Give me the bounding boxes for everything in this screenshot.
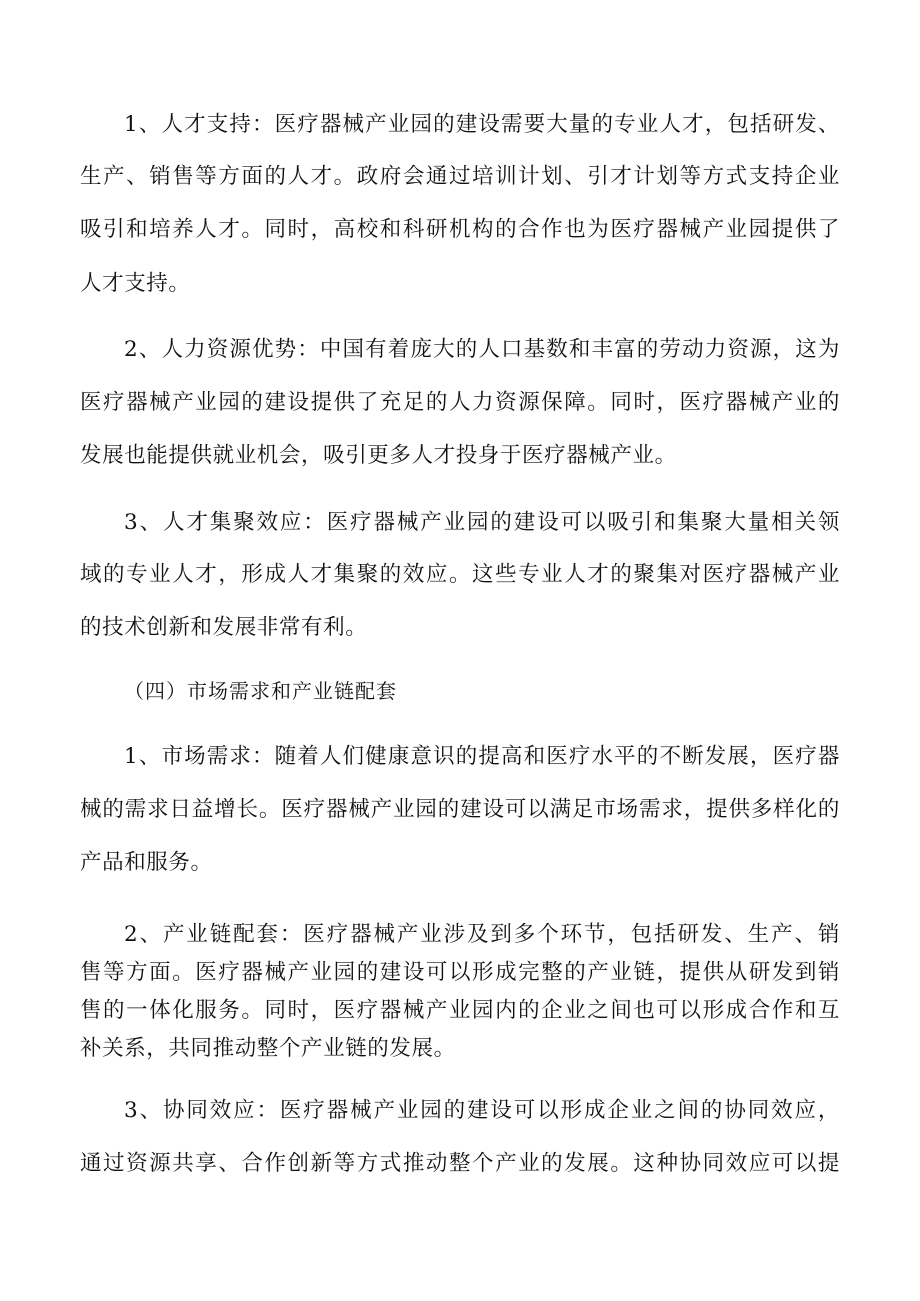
text-line: 1、市场需求：随着人们健康意识的提高和医疗水平的不断发展，医疗器: [124, 744, 840, 769]
section-heading: （四）市场需求和产业链配套: [124, 679, 397, 703]
text-line: 的技术创新和发展非常有利。: [80, 615, 368, 640]
text-line: 2、人力资源优势：中国有着庞大的人口基数和丰富的劳动力资源，这为: [124, 337, 840, 362]
text-line: 发展也能提供就业机会，吸引更多人才投身于医疗器械产业。: [80, 443, 677, 468]
text-line: 人才支持。: [80, 271, 191, 296]
text-line: 补关系，共同推动整个产业链的发展。: [80, 1036, 456, 1061]
text-line: 售等方面。医疗器械产业园的建设可以形成完整的产业链，提供从研发到销: [80, 960, 840, 985]
text-line: 通过资源共享、合作创新等方式推动整个产业的发展。这种协同效应可以提: [80, 1151, 840, 1176]
text-line: 3、人才集聚效应：医疗器械产业园的建设可以吸引和集聚大量相关领: [124, 510, 840, 535]
text-line: 售的一体化服务。同时，医疗器械产业园内的企业之间也可以形成合作和互: [80, 998, 840, 1023]
text-line: 吸引和培养人才。同时，高校和科研机构的合作也为医疗器械产业园提供了: [80, 217, 840, 242]
text-line: 2、产业链配套：医疗器械产业涉及到多个环节，包括研发、生产、销: [124, 922, 840, 947]
text-line: 医疗器械产业园的建设提供了充足的人力资源保障。同时，医疗器械产业的: [80, 390, 840, 415]
text-line: 1、人才支持：医疗器械产业园的建设需要大量的专业人才，包括研发、: [124, 112, 840, 137]
text-line: 生产、销售等方面的人才。政府会通过培训计划、引才计划等方式支持企业: [80, 164, 840, 189]
text-line: 3、协同效应：医疗器械产业园的建设可以形成企业之间的协同效应，: [124, 1098, 840, 1123]
text-line: 域的专业人才，形成人才集聚的效应。这些专业人才的聚集对医疗器械产业: [80, 562, 840, 587]
text-line: 械的需求日益增长。医疗器械产业园的建设可以满足市场需求，提供多样化的: [80, 797, 840, 822]
text-line: 产品和服务。: [80, 850, 213, 875]
